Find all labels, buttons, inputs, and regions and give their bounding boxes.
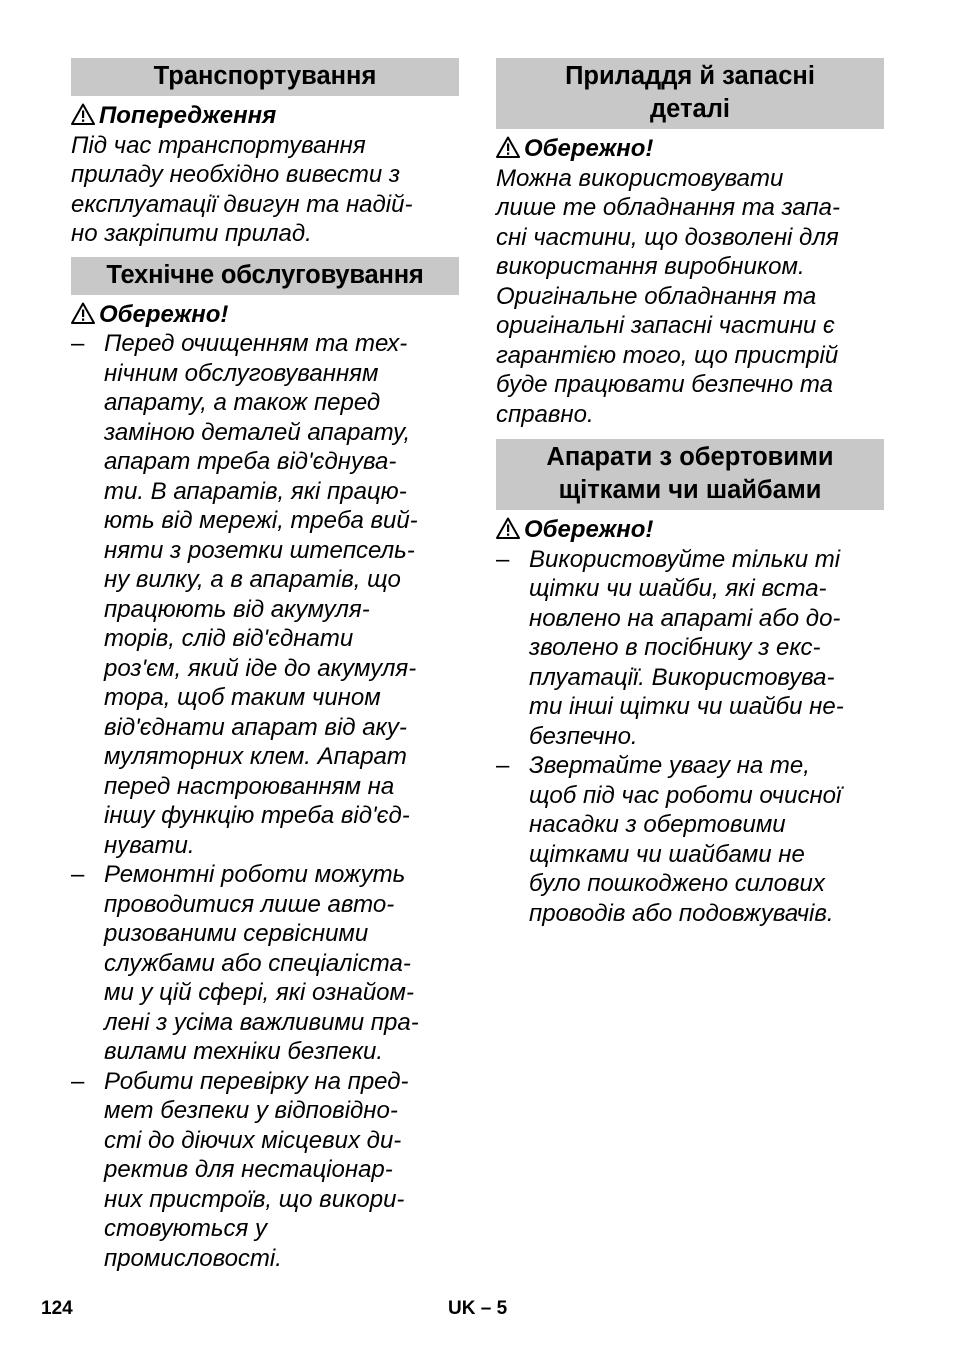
section-page-label: UK – 5 <box>448 1298 508 1319</box>
text-line: від'єднати апарат від аку- <box>104 713 407 741</box>
section-heading-accessories <box>496 58 884 129</box>
text-line: працюють від акумуля- <box>104 595 370 623</box>
text-line: Звертайте увагу на те, <box>529 752 810 779</box>
text-line: безпечно. <box>529 722 638 750</box>
text-line: Перед очищенням та тех- <box>104 330 408 357</box>
text-line: Оригінальне обладнання та <box>496 282 817 310</box>
warning-triangle-icon <box>496 136 520 158</box>
text-line: Можна використовувати <box>496 164 784 192</box>
text-line: стовуються у <box>104 1215 267 1242</box>
text-line: використання виробником. <box>496 253 805 280</box>
text-line: тора, щоб таким чином <box>104 684 381 711</box>
text-line: нувати. <box>104 831 195 859</box>
text-line: щітки чи шайби, які вста- <box>529 575 827 602</box>
section-heading-maintenance: Технічне обслуговування <box>71 257 459 295</box>
list-dash: – <box>71 861 85 888</box>
text-line: новлено на апараті або до- <box>529 604 841 632</box>
text-line: апарату, а також перед <box>104 389 381 416</box>
text-line: сті до діючих місцевих ди- <box>104 1126 402 1154</box>
text-line: Під час транспортування <box>71 131 366 159</box>
list-dash: – <box>496 752 510 779</box>
section-heading-brushes <box>496 439 884 510</box>
list-item <box>71 1067 459 1274</box>
text-line: сні частини, що дозволені для <box>496 223 839 251</box>
list-dash: – <box>71 1067 85 1095</box>
text-line: торів, слід від'єднати <box>104 625 354 652</box>
text-line: перед настроюванням на <box>104 772 395 800</box>
heading-line: деталі <box>650 95 730 123</box>
warning-label-text: Обережно! <box>99 300 229 328</box>
list-dash: – <box>496 545 510 573</box>
text-line: няти з розетки штепсель- <box>104 536 415 564</box>
left-column <box>71 58 459 1273</box>
text-line: оригінальні запасні частини є <box>496 312 835 339</box>
text-line: муляторних клем. Апарат <box>104 743 407 770</box>
text-line: ти. В апаратів, які працю- <box>104 477 407 505</box>
warning-label <box>496 134 884 164</box>
text-line: мет безпеки у відповідно- <box>104 1097 398 1124</box>
text-line: ми у цій сфері, які ознайом- <box>104 979 414 1006</box>
text-line: ти інші щітки чи шайби не- <box>529 693 844 720</box>
brushes-list <box>496 545 884 929</box>
section-heading-transport: Транспортування <box>71 58 459 96</box>
text-line: лені з усіма важливими пра- <box>104 1008 419 1036</box>
text-line: нічним обслуговуванням <box>104 359 379 387</box>
warning-label <box>71 300 459 330</box>
maintenance-list <box>71 329 459 1273</box>
heading-line: Апарати з обертовими <box>546 443 834 471</box>
text-line: роз'єм, який іде до акумуля- <box>104 654 417 682</box>
text-line: іншу функцію треба від'єд- <box>104 802 410 829</box>
text-line: лише те обладнання та запа- <box>496 194 841 221</box>
text-line: щоб під час роботи очисної <box>529 781 842 809</box>
list-item <box>71 329 459 860</box>
page-number: 124 <box>41 1298 73 1319</box>
text-line: ризованими сервісними <box>104 920 369 947</box>
warning-label-text: Попередження <box>99 102 277 129</box>
text-line: вилами техніки безпеки. <box>104 1038 384 1065</box>
list-item <box>71 860 459 1067</box>
text-line: ректив для нестаціонар- <box>104 1156 393 1183</box>
text-line: було пошкоджено силових <box>529 870 825 897</box>
warning-label <box>71 101 459 131</box>
text-line: Використовуйте тільки ті <box>529 545 841 573</box>
text-line: проводів або подовжувачів. <box>529 899 834 927</box>
text-line: промисловості. <box>104 1244 282 1272</box>
text-line: них пристроїв, що викори- <box>104 1185 405 1213</box>
text-line: експлуатації двигун та надій- <box>71 190 413 218</box>
right-column <box>496 58 884 928</box>
list-item <box>496 545 884 752</box>
heading-line: Приладдя й запасні <box>565 62 815 90</box>
warning-triangle-icon <box>71 103 95 125</box>
text-line: Ремонтні роботи можуть <box>104 861 406 888</box>
text-line: гарантією того, що пристрій <box>496 341 839 369</box>
text-line: щітками чи шайбами не <box>529 840 805 868</box>
text-line: ну вилку, а в апаратів, що <box>104 566 401 593</box>
transport-paragraph <box>71 131 459 249</box>
warning-triangle-icon <box>71 302 95 324</box>
text-line: проводитися лише авто- <box>104 890 395 918</box>
warning-label <box>496 515 884 545</box>
text-line: службами або спеціаліста- <box>104 949 411 977</box>
warning-triangle-icon <box>496 517 520 539</box>
text-line: но закріпити прилад. <box>71 220 312 247</box>
warning-label-text: Обережно! <box>524 516 654 543</box>
warning-label-text: Обережно! <box>524 135 654 162</box>
text-line: справно. <box>496 400 594 428</box>
text-line: ють від мережі, треба вий- <box>104 507 418 534</box>
text-line: буде працювати безпечно та <box>496 371 833 398</box>
text-line: плуатації. Використовува- <box>529 663 835 691</box>
text-line: приладу необхідно вивести з <box>71 161 400 188</box>
text-line: Робити перевірку на пред- <box>104 1067 409 1095</box>
text-line: апарат треба від'єднува- <box>104 448 397 475</box>
accessories-paragraph <box>496 164 884 430</box>
text-line: заміною деталей апарату, <box>104 418 411 446</box>
text-line: насадки з обертовими <box>529 811 786 838</box>
text-line: зволено в посібнику з екс- <box>529 634 821 661</box>
list-item <box>496 751 884 928</box>
list-dash: – <box>71 330 85 357</box>
heading-line: щітками чи шайбами <box>558 476 822 504</box>
